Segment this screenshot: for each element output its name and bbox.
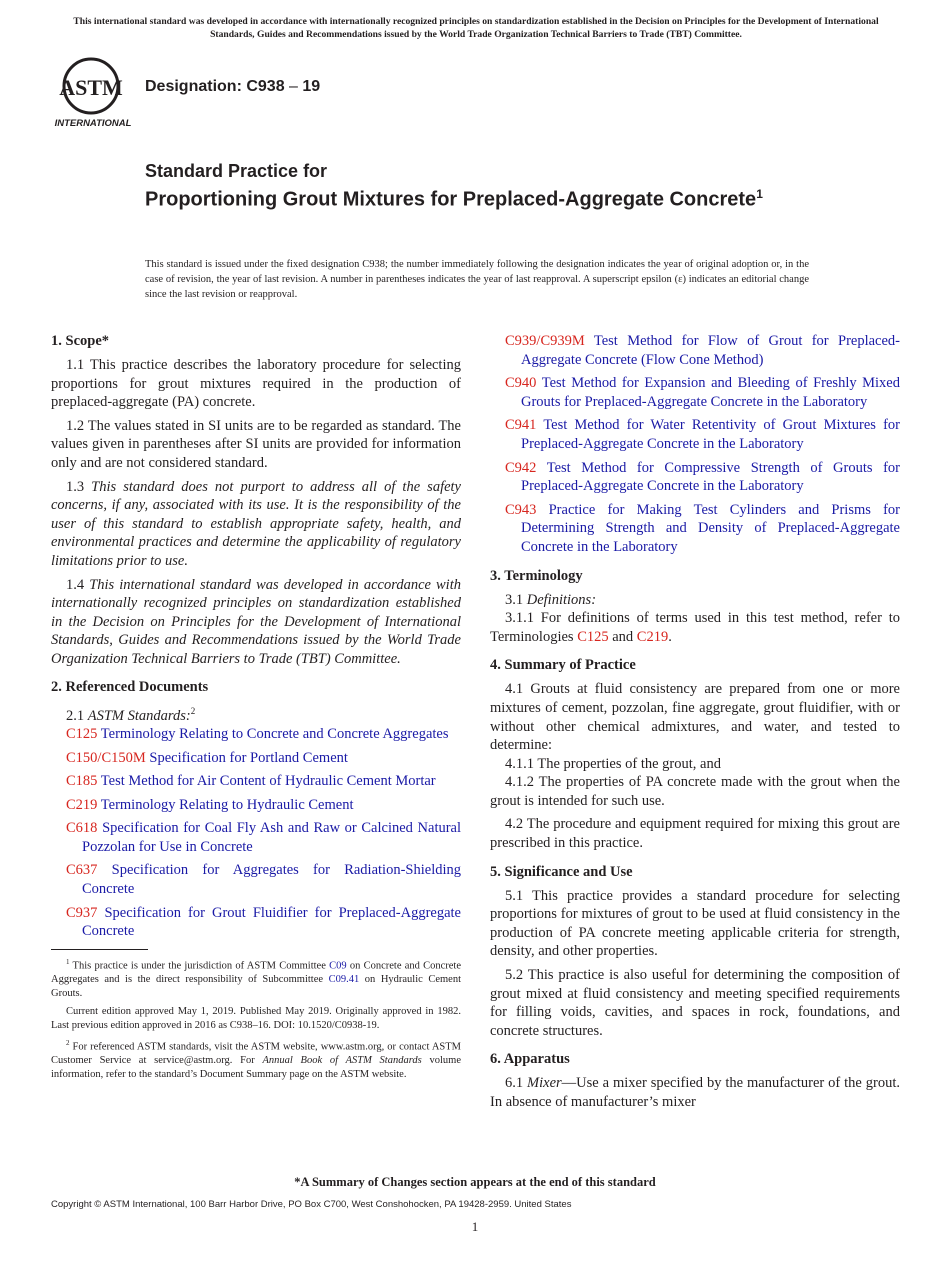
reference-list-right bbox=[490, 332, 900, 557]
para-1-1: 1.1 This practice describes the laboratory procedure for selecting proportions for grout mixtures required in the production of preplaced-aggregate (PA) concrete. bbox=[51, 357, 461, 411]
reference-title-link[interactable]: Practice for Making Test Cylinders and Prisms for Determining Strength and Density of Preplaced-Aggregate Concrete in the Laboratory bbox=[521, 501, 900, 555]
title-line-2: Proportioning Grout Mixtures for Preplaced-Aggregate Concrete$^1$ bbox=[145, 187, 763, 211]
reference-item bbox=[490, 374, 900, 411]
para-3-1-1: 3.1.1 For definitions of terms used in this test method, refer to Terminologies C125 and C219. bbox=[490, 610, 900, 645]
reference-code-link[interactable]: C942 bbox=[505, 459, 537, 476]
para-4-1-2: 4.1.2 The properties of PA concrete made with the grout when the grout is intended for such use. bbox=[490, 774, 900, 809]
reference-code-link[interactable]: C637 bbox=[66, 862, 98, 879]
para-2-1: 2.1 ASTM Standards:$^2$ bbox=[66, 705, 196, 724]
reference-code-link[interactable]: C150/C150M bbox=[66, 749, 146, 766]
top-notice: This international standard was developed in accordance with internationally recognized principles on standardization established in the Decision on Principles for the Development of International Standards, Guides and Recommendations issued by the World Trade Organization Technical Barriers to Trade (TBT) Committee. bbox=[73, 16, 879, 40]
reference-item bbox=[51, 725, 461, 744]
reference-title-link[interactable]: Terminology Relating to Concrete and Concrete Aggregates bbox=[100, 725, 449, 742]
reference-title-link[interactable]: Test Method for Air Content of Hydraulic Cement Mortar bbox=[100, 773, 436, 790]
footnote-rule bbox=[51, 949, 148, 950]
para-1-4: 1.4 This international standard was developed in accordance with internationally recognized principles on standardization established in the Decision on Principles for the Development of International Standards, Guides and Recommendations issued by the World Trade Organization Technical Barriers to Trade (TBT) Committee. bbox=[51, 576, 461, 667]
reference-item bbox=[51, 861, 461, 898]
scope-heading: 1. Scope* bbox=[51, 333, 109, 349]
reference-title-link[interactable]: Specification for Aggregates for Radiation-Shielding Concrete bbox=[82, 862, 461, 898]
para-5-1: 5.1 This practice provides a standard procedure for selecting proportions for mixtures of grout to be used at fluid consistency in the production of PA concrete meeting applicable criteria for strength, density, and other properties. bbox=[490, 887, 900, 960]
reference-item bbox=[490, 459, 900, 496]
reference-item bbox=[51, 904, 461, 941]
apparatus-heading: 6. Apparatus bbox=[490, 1051, 570, 1068]
reference-title-link[interactable]: Test Method for Expansion and Bleeding of Freshly Mixed Grouts for Preplaced-Aggregate Concrete in the Laboratory bbox=[521, 375, 900, 410]
para-6-1: 6.1 Mixer—Use a mixer specified by the manufacturer of the grout. In absence of manufacturer’s mixer bbox=[490, 1075, 901, 1110]
reference-item bbox=[51, 772, 461, 791]
astm-logo bbox=[53, 56, 135, 132]
c219-link[interactable]: C219 bbox=[636, 628, 669, 645]
reference-code-link[interactable]: C937 bbox=[66, 904, 98, 921]
terminology-heading: 3. Terminology bbox=[490, 567, 583, 584]
right-column bbox=[490, 332, 900, 1117]
para-4-1: 4.1 Grouts at fluid consistency are prepared from one or more mixtures of cement, pozzolan, fine aggregate, grout fluidifier, with or without other chemical admixtures, and water, and tested to determine: bbox=[490, 681, 900, 754]
reference-item bbox=[51, 749, 461, 768]
reference-item bbox=[490, 332, 900, 369]
copyright: Copyright © ASTM International, 100 Barr Harbor Drive, PO Box C700, West Conshohocken, PA 19428-2959. United States bbox=[51, 1199, 572, 1210]
designation: Designation: C938 – 19 bbox=[145, 78, 321, 95]
reference-code-link[interactable]: C939/C939M bbox=[505, 333, 585, 349]
summary-heading: 4. Summary of Practice bbox=[490, 657, 636, 674]
c125-link[interactable]: C125 bbox=[577, 628, 609, 645]
reference-code-link[interactable]: C940 bbox=[505, 375, 537, 392]
reference-code-link[interactable]: C941 bbox=[505, 417, 537, 434]
issued-note: This standard is issued under the fixed designation C938; the number immediately following the designation indicates the year of original adoption or, in the case of revision, the year of last revision. A number in parentheses indicates the year of last reapproval. A superscript epsilon (ε) indicates an editorial change since the last revision or reapproval. bbox=[145, 259, 809, 300]
reference-title-link[interactable]: Test Method for Water Retentivity of Grout Mixtures for Preplaced-Aggregate Concrete in the Laboratory bbox=[521, 417, 900, 452]
logo-subtext: INTERNATIONAL bbox=[54, 118, 132, 129]
left-column bbox=[51, 332, 461, 1087]
para-5-2: 5.2 This practice is also useful for determining the composition of grout mixed at fluid consistency and meeting specified requirements for filling voids, cavities, and spaces in rock, foundations, and concrete structures. bbox=[490, 967, 900, 1039]
para-4-2: 4.2 The procedure and equipment required for mixing this grout are prescribed in this practice. bbox=[490, 816, 900, 852]
para-1-3: 1.3 This standard does not purport to address all of the safety concerns, if any, associated with its use. It is the responsibility of the user of this standard to establish appropriate safety, health, and environmental practices and determine the applicability of regulatory limitations prior to use. bbox=[51, 478, 461, 569]
reference-code-link[interactable]: C185 bbox=[66, 773, 98, 790]
footnote-1: $^1$ This practice is under the jurisdiction of ASTM Committee C09 on Concrete and Concrete Aggregates and is the direct responsibility of Subcommittee C09.41 on Hydraulic Cement Grouts. bbox=[51, 957, 462, 999]
c0941-link[interactable]: C09.41 bbox=[328, 973, 360, 985]
page-number: 1 bbox=[471, 1219, 479, 1234]
reference-title-link[interactable]: Specification for Grout Fluidifier for Preplaced-Aggregate Concrete bbox=[82, 904, 461, 940]
reference-list-left bbox=[51, 725, 461, 941]
significance-heading: 5. Significance and Use bbox=[490, 863, 633, 880]
reference-code-link[interactable]: C943 bbox=[505, 501, 537, 518]
reference-code-link[interactable]: C618 bbox=[66, 820, 98, 837]
para-4-1-1: 4.1.1 The properties of the grout, and bbox=[505, 755, 721, 772]
reference-item bbox=[51, 819, 461, 856]
referenced-heading: 2. Referenced Documents bbox=[51, 678, 209, 695]
reference-title-link[interactable]: Test Method for Flow of Grout for Preplaced-Aggregate Concrete (Flow Cone Method) bbox=[521, 333, 900, 368]
reference-title-link[interactable]: Test Method for Compressive Strength of Grouts for Preplaced-Aggregate Concrete in the Laboratory bbox=[521, 459, 900, 495]
logo-text: ASTM bbox=[59, 75, 123, 100]
summary-of-changes-note: *A Summary of Changes section appears at the end of this standard bbox=[294, 1175, 656, 1189]
reference-code-link[interactable]: C125 bbox=[66, 725, 98, 742]
reference-item bbox=[51, 796, 461, 815]
reference-item bbox=[490, 416, 900, 453]
footnote-1b: Current edition approved May 1, 2019. Published May 2019. Originally approved in 1982. Last previous edition approved in 2016 as C938–16. DOI: 10.1520/C0938-19. bbox=[51, 1006, 461, 1031]
reference-title-link[interactable]: Specification for Portland Cement bbox=[149, 749, 348, 766]
para-1-2: 1.2 The values stated in SI units are to be regarded as standard. The values given in parentheses after SI units are provided for information only and are not considered standard. bbox=[51, 417, 461, 471]
c09-link[interactable]: C09 bbox=[329, 960, 347, 972]
document-title bbox=[145, 160, 845, 212]
reference-code-link[interactable]: C219 bbox=[66, 796, 98, 813]
reference-title-link[interactable]: Terminology Relating to Hydraulic Cement bbox=[100, 796, 354, 813]
reference-title-link[interactable]: Specification for Coal Fly Ash and Raw or Calcined Natural Pozzolan for Use in Concrete bbox=[82, 820, 462, 855]
para-3-1: 3.1 Definitions: bbox=[505, 591, 597, 608]
title-line-1: Standard Practice for bbox=[145, 161, 328, 181]
footnote-2: $^2$ For referenced ASTM standards, visit the ASTM website, www.astm.org, or contact ASTM Customer Service at service@astm.org. For Annual Book of ASTM Standards volume information, refer to the standard’s Document Summary page on the ASTM website. bbox=[51, 1039, 462, 1081]
reference-item bbox=[490, 501, 900, 557]
